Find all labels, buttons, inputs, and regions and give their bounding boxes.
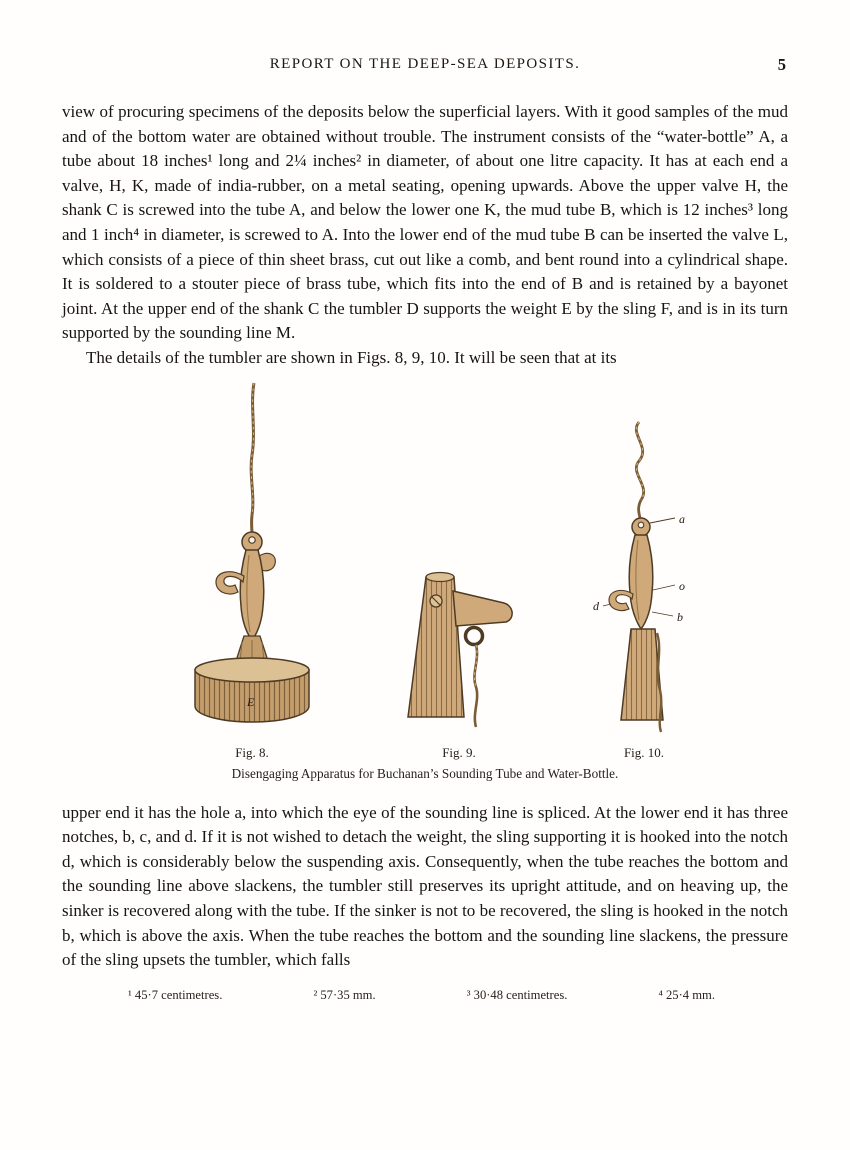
fig8-tumbler-body bbox=[240, 550, 264, 640]
fig10-tumbler-body bbox=[629, 535, 653, 629]
footnote-2: ² 57·35 mm. bbox=[313, 987, 376, 1002]
fig9-illustration bbox=[374, 565, 544, 735]
paragraph-3: upper end it has the hole a, into which the eye of the sounding line is spliced. At the lower end it has three notches, b, c, and d. If it is not wished to detach the weight, the sling supporting it is hooked into the notch d, which is considerably below the suspending axis. Consequently, when the tube reaches the bottom and the sounding line above slackens, the tumbler still preserves its upright attitude, and on heaving up, the sinker is recovered along with the tube. If the sinker is not to be recovered, the sling is hooked in the notch b, which is above the axis. When the tube reaches the bottom and the sounding line slackens, the pressure of the sling upsets the tumbler, which falls bbox=[62, 802, 788, 970]
footnote-3: ³ 30·48 centimetres. bbox=[466, 987, 568, 1002]
fig10-hole-a bbox=[638, 522, 644, 528]
footnotes bbox=[62, 988, 788, 1003]
fig9-label: Fig. 9. bbox=[442, 744, 476, 760]
fig9-tube-top bbox=[426, 572, 454, 581]
fig10-illustration bbox=[559, 420, 729, 735]
fig8-sinker-top bbox=[195, 658, 309, 682]
figure-block bbox=[62, 380, 788, 782]
body-text-lower bbox=[62, 801, 788, 973]
fig10-hook bbox=[609, 590, 633, 610]
fig10-label-b: b bbox=[677, 609, 683, 624]
fig9-arm bbox=[453, 591, 512, 626]
fig10-lower-tube bbox=[621, 629, 663, 720]
fig8-label: Fig. 8. bbox=[235, 744, 269, 760]
fig10-label-a: a bbox=[679, 511, 685, 526]
footnote-4: ⁴ 25·4 mm. bbox=[658, 987, 715, 1002]
paragraph-2: The details of the tumbler are shown in Figs. 8, 9, 10. It will be seen that at its bbox=[86, 347, 617, 367]
paragraph-1: view of procuring specimens of the deposits below the superficial layers. With it good samples of the mud and of the bottom water are obtained without trouble. The instrument consists of the “water-bottle” A, a tube about 18 inches¹ long and 2¼ inches² in diameter, of about one litre capacity. It has at each end a valve, H, K, made of india-rubber, on a metal seating, opening upwards. Above the upper valve H, the shank C is screwed into the tube A, and below the lower one K, the mud tube B, which is 12 inches³ long and 1 inch⁴ in diameter, is screwed to A. Into the lower end of the mud tube B can be inserted the valve L, which consists of a piece of thin sheet brass, cut out like a comb, and bent round into a cylindrical shape. It is soldered to a stouter piece of brass tube, which fits into the end of B and is retained by a bayonet joint. At the upper end of the shank C the tumbler D supports the weight E by the sling F, and is in its turn supported by the sounding line M. bbox=[62, 102, 788, 343]
page-header bbox=[62, 56, 788, 73]
fig10-cord bbox=[636, 422, 643, 518]
figure-caption: Disengaging Apparatus for Buchanan’s Sounding Tube and Water-Bottle. bbox=[231, 765, 619, 781]
fig10-label-o: o bbox=[679, 578, 685, 593]
body-text-upper bbox=[62, 100, 788, 371]
figure-illustrations bbox=[62, 380, 788, 761]
footnote-1: ¹ 45·7 centimetres. bbox=[128, 987, 223, 1002]
fig8-column bbox=[152, 380, 352, 761]
running-title: REPORT ON THE DEEP-SEA DEPOSITS. bbox=[269, 56, 581, 72]
fig9-column bbox=[374, 565, 544, 761]
fig8-line-hole bbox=[249, 536, 255, 542]
page-number: 5 bbox=[777, 55, 786, 74]
fig10-label: Fig. 10. bbox=[623, 744, 665, 760]
fig9-ring bbox=[466, 627, 483, 644]
fig8-illustration bbox=[152, 380, 352, 735]
fig8-weight-letter: E bbox=[247, 694, 255, 709]
fig10-column bbox=[559, 420, 729, 761]
fig10-label-d: d bbox=[593, 598, 599, 613]
